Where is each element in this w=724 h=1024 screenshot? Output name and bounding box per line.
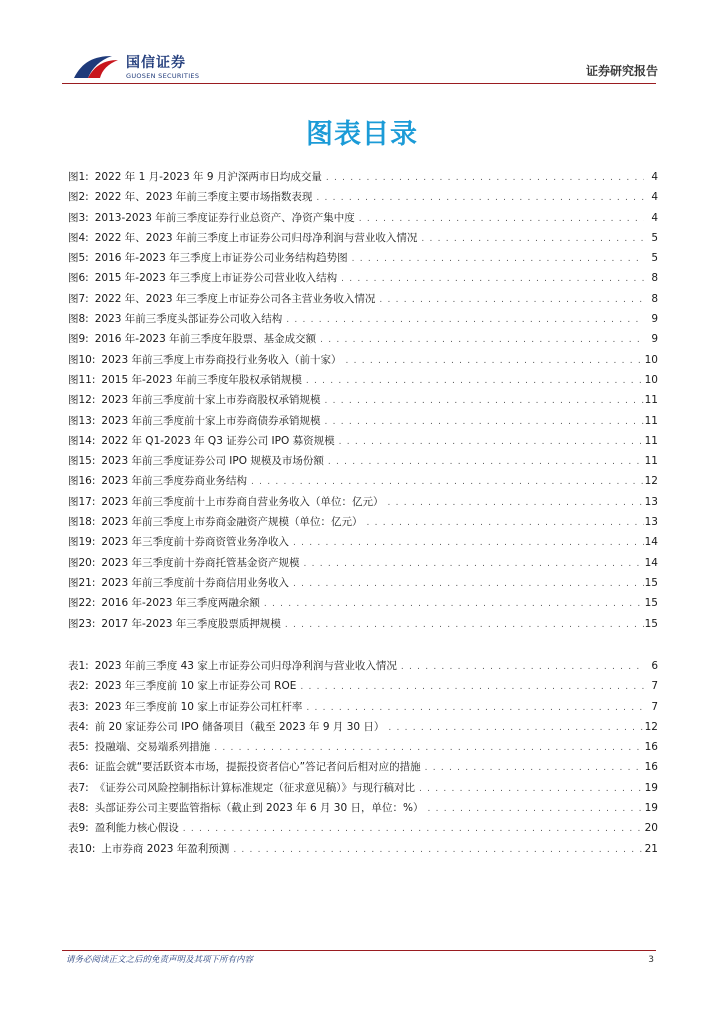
toc-leader-dots (281, 620, 644, 630)
toc-leader-dots (229, 845, 644, 855)
toc-entry-label: 表5: (68, 741, 89, 754)
toc-entry-label: 图23: (68, 617, 96, 630)
toc-entry-title: 2022 年、2023 年三季度上市证券公司各主营业务收入情况 (94, 292, 376, 305)
page-number: 3 (648, 955, 654, 965)
toc-entry-label: 图10: (68, 353, 96, 366)
toc-entry-page: 19 (644, 781, 658, 794)
toc-entry-title: 2015 年-2023 年三季度上市证券公司营业收入结构 (94, 272, 338, 285)
toc-leader-dots (320, 417, 644, 427)
toc-entry-page: 13 (644, 495, 658, 508)
toc-entry-label: 图13: (68, 414, 96, 427)
toc-entry-label: 图21: (68, 576, 96, 589)
toc-entry-title: 2015 年-2023 年前三季度年股权承销规模 (101, 373, 302, 386)
toc-entry-label: 图7: (68, 292, 89, 305)
toc-figure-entry[interactable] (68, 413, 658, 433)
page-header (0, 0, 724, 84)
toc-entry-label: 图15: (68, 455, 96, 468)
toc-entry-title: 2023 年前三季度上市券商投行业务收入（前十家） (101, 353, 342, 366)
toc-entry-title: 盈利能力核心假设 (94, 822, 179, 835)
toc-entry-title: 2023 年前三季度前十家上市券商债券承销规模 (101, 414, 321, 427)
toc-figure-entry[interactable] (68, 250, 658, 270)
toc-entry-label: 图19: (68, 536, 96, 549)
report-type-label: 证券研究报告 (585, 64, 658, 78)
toc-entry-label: 表6: (68, 761, 89, 774)
toc-entry-page: 15 (644, 597, 658, 610)
toc-entry-label: 图16: (68, 475, 96, 488)
toc-entry-title: 2023 年前三季度券商业务结构 (101, 475, 247, 488)
toc-entry-title: 2023 年前三季度头部证券公司收入结构 (94, 313, 283, 326)
toc-entry-label: 表1: (68, 660, 89, 672)
toc-figure-entry[interactable] (68, 392, 658, 412)
toc-entry-label: 图2: (68, 191, 89, 204)
toc-entry-page: 12 (644, 475, 658, 488)
toc-entry-page: 5 (651, 252, 658, 265)
toc-entry-page: 9 (651, 333, 658, 346)
toc-entry-title: 《证券公司风险控制指标计算标准规定（征求意见稿）》与现行稿对比 (94, 781, 415, 794)
toc-entry-page: 16 (644, 741, 658, 754)
toc-leader-dots (322, 173, 644, 183)
toc-leader-dots (179, 824, 644, 834)
toc-entry-page: 7 (651, 680, 658, 693)
toc-leader-dots (210, 743, 644, 753)
toc-leader-dots (375, 295, 644, 305)
toc-entry-title: 上市券商 2023 年盈利预测 (101, 842, 230, 855)
toc-leader-dots (335, 437, 644, 447)
toc-entry-page: 7 (651, 700, 658, 713)
toc-entry-page: 14 (644, 556, 658, 569)
toc-entry-page: 4 (651, 171, 658, 183)
toc-leader-dots (362, 518, 644, 528)
toc-entry-title: 2013-2023 年前三季度证券行业总资产、净资产集中度 (94, 211, 355, 224)
toc-leader-dots (348, 254, 644, 264)
toc-leader-dots (302, 703, 644, 713)
toc-table-entry[interactable] (68, 820, 658, 840)
toc-entry-title: 2022 年、2023 年前三季度上市证券公司归母净利润与营业收入情况 (94, 231, 418, 244)
toc-entry-title: 2023 年前三季度 43 家上市证券公司归母净利润与营业收入情况 (94, 660, 397, 672)
toc-figure-entry[interactable] (68, 494, 658, 514)
toc-entry-title: 2022 年 Q1-2023 年 Q3 证券公司 IPO 募资规模 (101, 434, 335, 447)
logo-english-name: GUOSEN SECURITIES (126, 72, 200, 80)
toc-entry-title: 2016 年-2023 年前三季度年股票、基金成交额 (94, 333, 317, 346)
toc-entry-title: 2023 年前三季度前十上市券商自营业务收入（单位：亿元） (101, 495, 384, 508)
toc-entry-label: 图18: (68, 516, 96, 529)
page-title: 图表目录 (306, 119, 418, 150)
toc-leader-dots (423, 804, 644, 814)
toc-leader-dots (302, 376, 644, 386)
toc-figure-entry[interactable] (68, 616, 658, 636)
toc-entry-title: 头部证券公司主要监管指标（截止到 2023 年 6 月 30 日，单位：%） (94, 802, 424, 815)
toc-figure-entry[interactable] (68, 331, 658, 351)
toc-entry-label: 表10: (68, 842, 96, 855)
toc-leader-dots (282, 315, 644, 325)
toc-figure-entry[interactable] (68, 433, 658, 453)
toc-entry-page: 11 (644, 455, 658, 468)
toc-figure-entry[interactable] (68, 291, 658, 311)
toc-entry-label: 图8: (68, 313, 89, 326)
toc-entry-page: 12 (644, 720, 658, 733)
toc-entry-label: 表3: (68, 700, 89, 713)
toc-figure-entry[interactable] (68, 210, 658, 230)
toc-entry-page: 13 (644, 516, 658, 529)
toc-table-entry[interactable] (68, 800, 658, 820)
toc-leader-dots (299, 559, 644, 569)
toc-figure-entry[interactable] (68, 473, 658, 493)
guosen-logo-icon (72, 52, 120, 82)
toc-entry-title: 2016 年-2023 年三季度上市证券公司业务结构趋势图 (94, 252, 348, 265)
toc-entry-title: 2023 年前三季度前十家上市券商股权承销规模 (101, 394, 321, 407)
toc-leader-dots (260, 599, 644, 609)
toc-leader-dots (312, 193, 644, 203)
toc-leader-dots (320, 396, 644, 406)
toc-leader-dots (289, 579, 644, 589)
toc-entry-title: 2023 年三季度前十券商资管业务净收入 (101, 536, 289, 549)
toc-figure-entry[interactable] (68, 311, 658, 331)
toc-entry-page: 5 (651, 231, 658, 244)
toc-entry-title: 前 20 家证券公司 IPO 储备项目（截至 2023 年 9 月 30 日） (94, 720, 385, 733)
toc-figure-entry[interactable] (68, 230, 658, 250)
toc-entry-label: 图9: (68, 333, 89, 346)
toc-leader-dots (341, 356, 644, 366)
toc-entry-page: 15 (644, 576, 658, 589)
toc-table-entry[interactable] (68, 678, 658, 698)
toc-table-entry[interactable] (68, 699, 658, 719)
toc-leader-dots (415, 784, 644, 794)
toc-table-entry[interactable] (68, 719, 658, 739)
toc-figure-entry[interactable] (68, 372, 658, 392)
toc-entry-page: 11 (644, 414, 658, 427)
toc-entry-title: 2022 年 1 月-2023 年 9 月沪深两市日均成交量 (94, 171, 322, 183)
toc-entry-title: 2023 年前三季度证券公司 IPO 规模及市场份额 (101, 455, 324, 468)
toc-entry-page: 4 (651, 191, 658, 204)
toc-figure-entry[interactable] (68, 575, 658, 595)
toc-entry-page: 14 (644, 536, 658, 549)
toc-entry-title: 2023 年三季度前十券商托管基金资产规模 (101, 556, 300, 569)
toc-entry-label: 表8: (68, 802, 89, 815)
toc-table-entry[interactable] (68, 759, 658, 779)
toc-entry-title: 2017 年-2023 年三季度股票质押规模 (101, 617, 281, 630)
toc-entry-page: 8 (651, 272, 658, 285)
toc-entry-title: 2022 年、2023 年前三季度主要市场指数表现 (94, 191, 313, 204)
toc-entry-label: 表7: (68, 781, 89, 794)
toc-entry-title: 2023 年前三季度前十券商信用业务收入 (101, 576, 289, 589)
toc-entry-label: 图6: (68, 272, 89, 285)
toc-entry-label: 图5: (68, 252, 89, 265)
toc-figure-entry[interactable] (68, 595, 658, 615)
toc-entry-page: 15 (644, 617, 658, 630)
toc-entry-label: 图1: (68, 171, 89, 183)
toc-entry-page: 8 (651, 292, 658, 305)
toc-entry-label: 图17: (68, 495, 96, 508)
toc-leader-dots (316, 335, 644, 345)
toc-entry-page: 6 (651, 660, 658, 672)
toc-entry-label: 图20: (68, 556, 96, 569)
toc-leader-dots (384, 723, 644, 733)
toc-entry-label: 图22: (68, 597, 96, 610)
toc-entry-label: 图14: (68, 434, 96, 447)
toc-figure-entry[interactable] (68, 453, 658, 473)
toc-entry-page: 11 (644, 394, 658, 407)
toc-entry-page: 20 (644, 822, 658, 835)
toc-leader-dots (247, 477, 644, 487)
toc-entry-page: 9 (651, 313, 658, 326)
toc-figure-entry[interactable] (68, 352, 658, 372)
toc-figure-entry[interactable] (68, 555, 658, 575)
toc-entry-page: 4 (651, 211, 658, 224)
guosen-logo (72, 50, 212, 84)
toc-entry-page: 19 (644, 802, 658, 815)
toc-entry-label: 表9: (68, 822, 89, 835)
toc-entry-title: 投融端、交易端系列措施 (94, 741, 211, 754)
toc-entry-label: 图4: (68, 231, 89, 244)
toc-leader-dots (296, 682, 644, 692)
toc-leader-dots (383, 498, 644, 508)
toc-entry-label: 图3: (68, 211, 89, 224)
footer-disclaimer: 请务必阅读正文之后的免责声明及其项下所有内容 (66, 955, 254, 965)
toc-entry-page: 21 (644, 842, 658, 855)
toc-entry-page: 11 (644, 434, 658, 447)
toc-figure-entry[interactable] (68, 189, 658, 209)
toc-leader-dots (421, 763, 644, 773)
toc-figure-entry[interactable] (68, 514, 658, 534)
toc-entry-title: 2016 年-2023 年三季度两融余额 (101, 597, 260, 610)
toc-leader-dots (289, 538, 644, 548)
toc-figure-entry[interactable] (68, 270, 658, 290)
logo-name: 国信证券 (126, 55, 186, 71)
figures-toc (68, 169, 658, 636)
tables-toc (68, 658, 658, 861)
toc-entry-label: 表4: (68, 720, 89, 733)
toc-leader-dots (417, 234, 644, 244)
toc-entry-title: 2023 年三季度前 10 家上市证券公司 ROE (94, 680, 297, 693)
toc-figure-entry[interactable] (68, 534, 658, 554)
toc-entry-title: 2023 年前三季度上市券商金融资产规模（单位：亿元） (101, 516, 363, 529)
toc-table-entry[interactable] (68, 658, 658, 678)
footer-divider (62, 950, 656, 951)
toc-entry-label: 图12: (68, 394, 96, 407)
toc-entry-page: 16 (644, 761, 658, 774)
toc-entry-title: 证监会就“要活跃资本市场，提振投资者信心”答记者问后相对应的措施 (94, 761, 421, 774)
toc-leader-dots (337, 274, 644, 284)
toc-table-entry[interactable] (68, 739, 658, 759)
toc-entry-label: 图11: (68, 373, 96, 386)
toc-table-entry[interactable] (68, 841, 658, 861)
toc-entry-title: 2023 年三季度前 10 家上市证券公司杠杆率 (94, 700, 303, 713)
toc-table-entry[interactable] (68, 780, 658, 800)
toc-entry-page: 10 (644, 373, 658, 386)
toc-leader-dots (355, 214, 644, 224)
toc-leader-dots (324, 457, 644, 467)
header-divider (62, 83, 656, 84)
toc-entry-label: 表2: (68, 680, 89, 693)
toc-leader-dots (397, 662, 644, 672)
toc-figure-entry[interactable] (68, 169, 658, 189)
toc-entry-page: 10 (644, 353, 658, 366)
